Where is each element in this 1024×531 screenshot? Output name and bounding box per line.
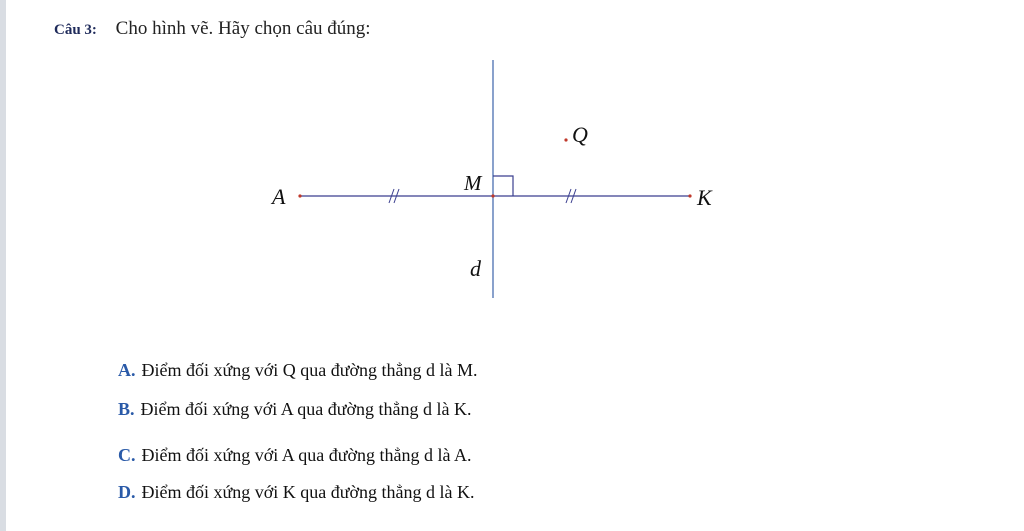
choice-c-letter: C. (118, 445, 136, 465)
point-m (491, 194, 494, 197)
choice-d-letter: D. (118, 482, 136, 502)
choice-c-text: Điểm đối xứng với A qua đường thẳng d là A. (141, 445, 472, 465)
choice-b[interactable] (118, 399, 472, 420)
point-q (564, 138, 567, 141)
question-text: Cho hình vẽ. Hãy chọn câu đúng: (115, 18, 371, 39)
label-d: d (470, 256, 481, 281)
label-a: A (272, 184, 286, 209)
label-q: Q (572, 122, 588, 147)
point-a (298, 194, 301, 197)
question-number: Câu 3: (54, 22, 97, 38)
label-m: M (464, 171, 482, 195)
choice-d-text: Điểm đối xứng với K qua đường thẳng d là K. (141, 482, 475, 502)
choice-a[interactable] (118, 360, 478, 381)
point-k (688, 194, 691, 197)
label-k: K (697, 185, 712, 210)
choice-c[interactable] (118, 445, 472, 466)
choice-b-text: Điểm đối xứng với A qua đường thẳng d là K. (140, 399, 472, 419)
choice-b-letter: B. (118, 399, 135, 419)
right-angle-mark (493, 176, 513, 196)
choice-a-letter: A. (118, 360, 136, 380)
choice-a-text: Điểm đối xứng với Q qua đường thẳng d là M. (141, 360, 478, 380)
choice-d[interactable] (118, 482, 475, 503)
